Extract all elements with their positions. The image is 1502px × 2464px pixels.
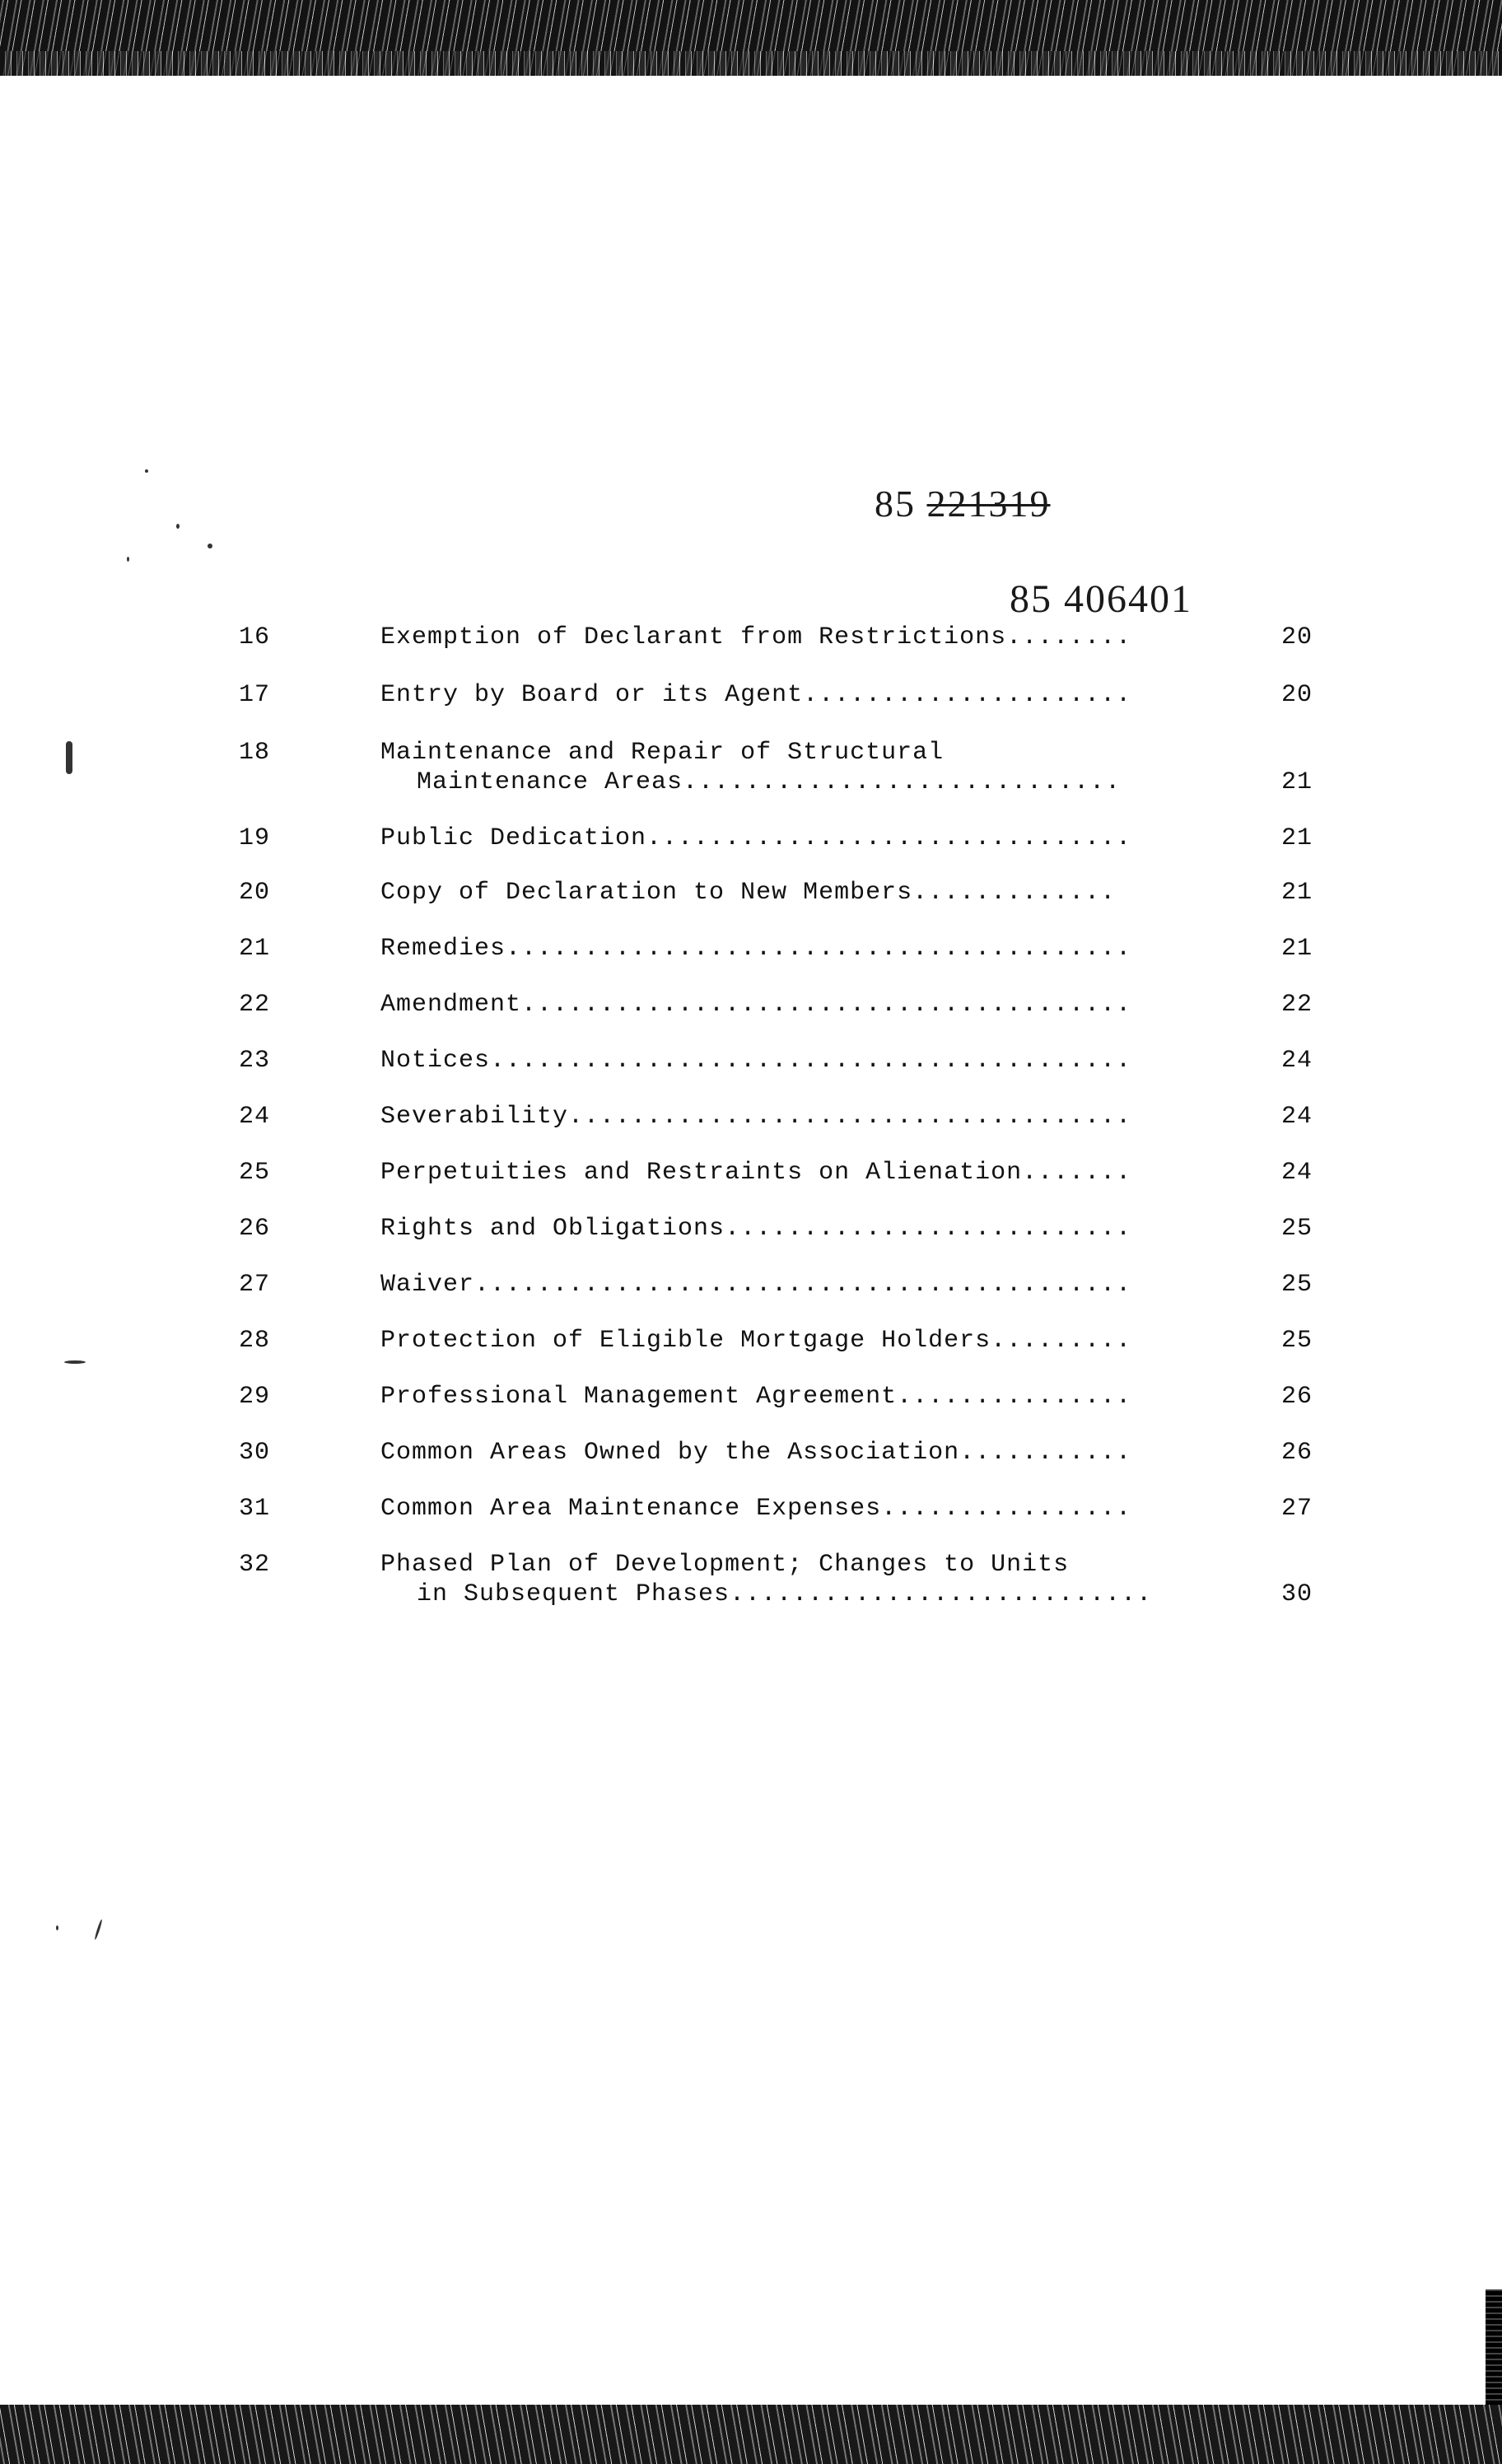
toc-entry-page: 22 <box>1281 991 1313 1019</box>
toc-entry-title: Protection of Eligible Mortgage Holders......... <box>380 1327 1132 1355</box>
toc-entry-title: Copy of Declaration to New Members............. <box>380 879 1117 907</box>
scan-speck <box>94 1919 103 1940</box>
struck-document-number <box>875 482 1051 525</box>
toc-entry-page: 30 <box>1281 1580 1313 1608</box>
toc-entry-number: 17 <box>239 681 271 709</box>
scan-speck <box>64 1360 86 1364</box>
toc-entry-title: Perpetuities and Restraints on Alienation....... <box>380 1159 1132 1187</box>
toc-entry-page: 21 <box>1281 824 1313 852</box>
scan-edge-mark <box>1486 2289 1502 2405</box>
toc-entry-page: 25 <box>1281 1327 1313 1355</box>
toc-entry-number: 24 <box>239 1103 271 1131</box>
toc-entry-title-line1: Maintenance and Repair of Structural <box>380 739 945 767</box>
toc-entry-page: 25 <box>1281 1215 1313 1243</box>
toc-entry-title: Remedies........................................ <box>380 935 1132 963</box>
scan-speck <box>66 741 72 774</box>
toc-entry-title: Public Dedication............................... <box>380 824 1132 852</box>
toc-entry-page: 27 <box>1281 1495 1313 1523</box>
scan-speck <box>56 1925 58 1930</box>
toc-entry-number: 32 <box>239 1551 271 1579</box>
scan-speck <box>145 469 148 473</box>
toc-entry-number: 22 <box>239 991 271 1019</box>
toc-entry-number: 27 <box>239 1271 271 1299</box>
scan-speck <box>176 524 180 529</box>
toc-entry-title: Professional Management Agreement............... <box>380 1383 1132 1411</box>
toc-entry-number: 26 <box>239 1215 271 1243</box>
toc-entry-title: Common Areas Owned by the Association........... <box>380 1439 1132 1467</box>
toc-entry-title: Exemption of Declarant from Restrictions........ <box>380 623 1132 651</box>
toc-entry-title <box>380 1550 1152 1609</box>
toc-entry-page: 21 <box>1281 768 1313 796</box>
scan-noise-top <box>0 0 1502 76</box>
struck-number-prefix: 85 <box>875 483 916 525</box>
toc-entry-title: Common Area Maintenance Expenses................ <box>380 1495 1132 1523</box>
toc-entry-title <box>380 738 1121 797</box>
toc-entry-number: 19 <box>239 824 271 852</box>
toc-entry-number: 21 <box>239 935 271 963</box>
toc-entry-title-line2: in Subsequent Phases........................... <box>417 1580 1153 1608</box>
toc-entry-page: 21 <box>1281 935 1313 963</box>
document-number: 85 406401 <box>1010 577 1192 621</box>
toc-entry-number: 25 <box>239 1159 271 1187</box>
toc-entry-page: 26 <box>1281 1383 1313 1411</box>
toc-entry-title-line1: Phased Plan of Development; Changes to Units <box>380 1551 1070 1579</box>
toc-entry-number: 16 <box>239 623 271 651</box>
scan-speck <box>127 557 129 562</box>
struck-number-value: 221319 <box>926 483 1051 525</box>
toc-entry-page: 20 <box>1281 681 1313 709</box>
toc-entry-title-line2: Maintenance Areas............................ <box>417 768 1122 796</box>
toc-entry-number: 31 <box>239 1495 271 1523</box>
toc-entry-title: Rights and Obligations.......................... <box>380 1215 1132 1243</box>
toc-entry-number: 29 <box>239 1383 271 1411</box>
toc-entry-page: 21 <box>1281 879 1313 907</box>
toc-entry-page: 20 <box>1281 623 1313 651</box>
toc-entry-number: 18 <box>239 739 271 767</box>
toc-entry-page: 25 <box>1281 1271 1313 1299</box>
toc-entry-number: 23 <box>239 1047 271 1075</box>
toc-entry-page: 26 <box>1281 1439 1313 1467</box>
toc-entry-number: 28 <box>239 1327 271 1355</box>
toc-entry-number: 20 <box>239 879 271 907</box>
toc-entry-title: Severability.................................... <box>380 1103 1132 1131</box>
toc-entry-page: 24 <box>1281 1159 1313 1187</box>
toc-entry-number: 30 <box>239 1439 271 1467</box>
toc-entry-title: Notices......................................... <box>380 1047 1132 1075</box>
toc-entry-title: Entry by Board or its Agent..................... <box>380 681 1132 709</box>
toc-entry-title: Waiver.......................................... <box>380 1271 1132 1299</box>
scan-noise-bottom <box>0 2405 1502 2464</box>
toc-entry-page: 24 <box>1281 1103 1313 1131</box>
toc-entry-page: 24 <box>1281 1047 1313 1075</box>
toc-entry-title: Amendment....................................... <box>380 991 1132 1019</box>
scan-speck <box>208 544 212 548</box>
